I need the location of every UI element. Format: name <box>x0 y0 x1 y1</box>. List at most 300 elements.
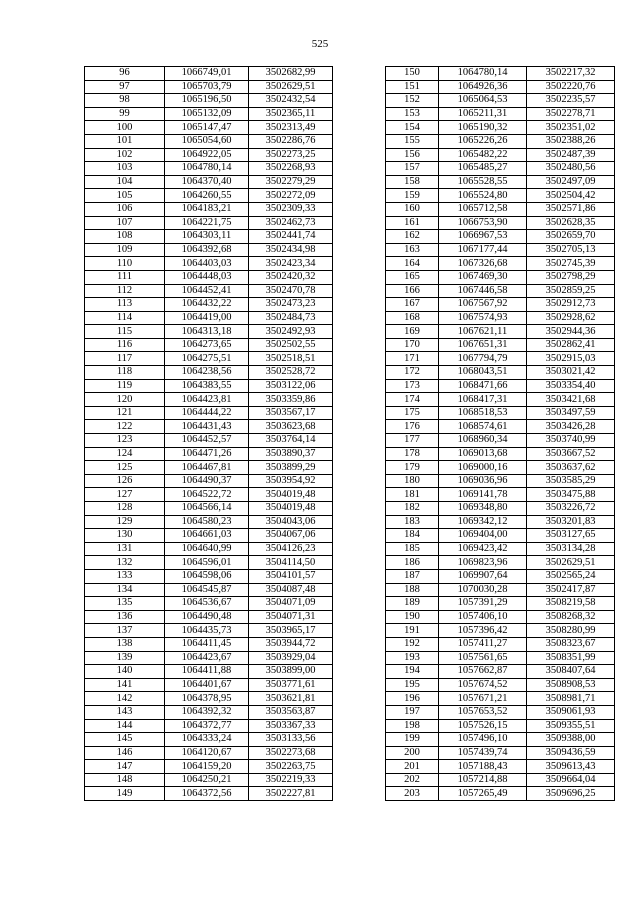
point-number-cell: 177 <box>386 434 439 448</box>
x-coordinate-cell: 1064448,03 <box>165 270 249 284</box>
table-row <box>85 515 333 529</box>
point-number-cell: 182 <box>386 502 439 516</box>
y-coordinate-cell: 3502629,51 <box>249 80 333 94</box>
x-coordinate-cell: 1064452,41 <box>165 284 249 298</box>
table-row <box>85 773 333 787</box>
table-row <box>386 148 615 162</box>
y-coordinate-cell: 3503021,42 <box>527 366 615 380</box>
y-coordinate-cell: 3502492,93 <box>249 325 333 339</box>
table-row <box>386 202 615 216</box>
table-row <box>85 610 333 624</box>
table-row <box>386 107 615 121</box>
table-row <box>85 311 333 325</box>
point-number-cell: 193 <box>386 651 439 665</box>
x-coordinate-cell: 1057411,27 <box>439 637 527 651</box>
table-row <box>386 379 615 393</box>
table-row <box>85 529 333 543</box>
x-coordinate-cell: 1064403,03 <box>165 257 249 271</box>
table-row <box>386 583 615 597</box>
y-coordinate-cell: 3504087,48 <box>249 583 333 597</box>
table-row <box>85 366 333 380</box>
y-coordinate-cell: 3502286,76 <box>249 134 333 148</box>
table-row <box>386 597 615 611</box>
table-row <box>386 447 615 461</box>
point-number-cell: 203 <box>386 787 439 801</box>
point-number-cell: 199 <box>386 733 439 747</box>
table-row <box>386 488 615 502</box>
point-number-cell: 132 <box>85 556 165 570</box>
point-number-cell: 159 <box>386 189 439 203</box>
x-coordinate-cell: 1064661,03 <box>165 529 249 543</box>
point-number-cell: 165 <box>386 270 439 284</box>
point-number-cell: 115 <box>85 325 165 339</box>
point-number-cell: 151 <box>386 80 439 94</box>
y-coordinate-cell: 3503421,68 <box>527 393 615 407</box>
point-number-cell: 189 <box>386 597 439 611</box>
y-coordinate-cell: 3502484,73 <box>249 311 333 325</box>
point-number-cell: 181 <box>386 488 439 502</box>
x-coordinate-cell: 1064370,40 <box>165 175 249 189</box>
table-row <box>386 542 615 556</box>
table-row <box>85 284 333 298</box>
x-coordinate-cell: 1064120,67 <box>165 746 249 760</box>
y-coordinate-cell: 3502504,42 <box>527 189 615 203</box>
table-row <box>386 121 615 135</box>
x-coordinate-cell: 1057674,52 <box>439 678 527 692</box>
y-coordinate-cell: 3503899,29 <box>249 461 333 475</box>
y-coordinate-cell: 3502944,36 <box>527 325 615 339</box>
point-number-cell: 122 <box>85 420 165 434</box>
x-coordinate-cell: 1057653,52 <box>439 705 527 719</box>
coordinates-table-left <box>84 66 333 801</box>
x-coordinate-cell: 1064432,22 <box>165 298 249 312</box>
x-coordinate-cell: 1064313,18 <box>165 325 249 339</box>
point-number-cell: 168 <box>386 311 439 325</box>
table-row <box>85 556 333 570</box>
x-coordinate-cell: 1057214,88 <box>439 773 527 787</box>
y-coordinate-cell: 3502432,54 <box>249 94 333 108</box>
table-row <box>85 406 333 420</box>
point-number-cell: 152 <box>386 94 439 108</box>
point-number-cell: 179 <box>386 461 439 475</box>
point-number-cell: 162 <box>386 230 439 244</box>
y-coordinate-cell: 3503133,56 <box>249 733 333 747</box>
y-coordinate-cell: 3502502,55 <box>249 338 333 352</box>
x-coordinate-cell: 1064303,11 <box>165 230 249 244</box>
y-coordinate-cell: 3508351,99 <box>527 651 615 665</box>
table-row <box>386 556 615 570</box>
y-coordinate-cell: 3503127,65 <box>527 529 615 543</box>
coordinates-table-right <box>385 66 615 801</box>
x-coordinate-cell: 1067326,68 <box>439 257 527 271</box>
point-number-cell: 173 <box>386 379 439 393</box>
table-row <box>85 583 333 597</box>
y-coordinate-cell: 3502279,29 <box>249 175 333 189</box>
x-coordinate-cell: 1064490,48 <box>165 610 249 624</box>
x-coordinate-cell: 1065712,58 <box>439 202 527 216</box>
y-coordinate-cell: 3504019,48 <box>249 502 333 516</box>
table-row <box>386 80 615 94</box>
x-coordinate-cell: 1064536,67 <box>165 597 249 611</box>
y-coordinate-cell: 3502217,32 <box>527 67 615 81</box>
y-coordinate-cell: 3502420,32 <box>249 270 333 284</box>
y-coordinate-cell: 3508407,64 <box>527 665 615 679</box>
y-coordinate-cell: 3502628,35 <box>527 216 615 230</box>
point-number-cell: 191 <box>386 624 439 638</box>
y-coordinate-cell: 3503585,29 <box>527 474 615 488</box>
y-coordinate-cell: 3502235,57 <box>527 94 615 108</box>
point-number-cell: 149 <box>85 787 165 801</box>
x-coordinate-cell: 1064419,00 <box>165 311 249 325</box>
x-coordinate-cell: 1057406,10 <box>439 610 527 624</box>
table-row <box>386 651 615 665</box>
point-number-cell: 136 <box>85 610 165 624</box>
point-number-cell: 112 <box>85 284 165 298</box>
x-coordinate-cell: 1064452,57 <box>165 434 249 448</box>
point-number-cell: 169 <box>386 325 439 339</box>
table-row <box>386 665 615 679</box>
point-number-cell: 147 <box>85 760 165 774</box>
x-coordinate-cell: 1064372,77 <box>165 719 249 733</box>
point-number-cell: 175 <box>386 406 439 420</box>
x-coordinate-cell: 1068471,66 <box>439 379 527 393</box>
point-number-cell: 123 <box>85 434 165 448</box>
point-number-cell: 145 <box>85 733 165 747</box>
table-row <box>85 379 333 393</box>
y-coordinate-cell: 3502659,70 <box>527 230 615 244</box>
table-row <box>386 502 615 516</box>
point-number-cell: 176 <box>386 420 439 434</box>
y-coordinate-cell: 3503740,99 <box>527 434 615 448</box>
y-coordinate-cell: 3502629,51 <box>527 556 615 570</box>
point-number-cell: 198 <box>386 719 439 733</box>
point-number-cell: 155 <box>386 134 439 148</box>
x-coordinate-cell: 1064596,01 <box>165 556 249 570</box>
table-row <box>386 705 615 719</box>
point-number-cell: 186 <box>386 556 439 570</box>
x-coordinate-cell: 1065226,26 <box>439 134 527 148</box>
x-coordinate-cell: 1069823,96 <box>439 556 527 570</box>
x-coordinate-cell: 1064922,05 <box>165 148 249 162</box>
x-coordinate-cell: 1069000,16 <box>439 461 527 475</box>
table-row <box>85 746 333 760</box>
y-coordinate-cell: 3503475,88 <box>527 488 615 502</box>
table-row <box>85 325 333 339</box>
x-coordinate-cell: 1064183,21 <box>165 202 249 216</box>
x-coordinate-cell: 1064640,99 <box>165 542 249 556</box>
point-number-cell: 128 <box>85 502 165 516</box>
table-row <box>85 67 333 81</box>
x-coordinate-cell: 1064780,14 <box>439 67 527 81</box>
table-row <box>85 624 333 638</box>
y-coordinate-cell: 3503201,83 <box>527 515 615 529</box>
x-coordinate-cell: 1067651,31 <box>439 338 527 352</box>
y-coordinate-cell: 3503667,52 <box>527 447 615 461</box>
y-coordinate-cell: 3503122,06 <box>249 379 333 393</box>
y-coordinate-cell: 3504043,06 <box>249 515 333 529</box>
table-row <box>386 298 615 312</box>
x-coordinate-cell: 1064566,14 <box>165 502 249 516</box>
y-coordinate-cell: 3502859,25 <box>527 284 615 298</box>
point-number-cell: 187 <box>386 569 439 583</box>
x-coordinate-cell: 1064411,45 <box>165 637 249 651</box>
x-coordinate-cell: 1068518,53 <box>439 406 527 420</box>
y-coordinate-cell: 3503134,28 <box>527 542 615 556</box>
x-coordinate-cell: 1057496,10 <box>439 733 527 747</box>
table-row <box>386 406 615 420</box>
y-coordinate-cell: 3503497,59 <box>527 406 615 420</box>
table-row <box>85 461 333 475</box>
x-coordinate-cell: 1064926,36 <box>439 80 527 94</box>
y-coordinate-cell: 3503623,68 <box>249 420 333 434</box>
x-coordinate-cell: 1067794,79 <box>439 352 527 366</box>
x-coordinate-cell: 1057526,15 <box>439 719 527 733</box>
y-coordinate-cell: 3504067,06 <box>249 529 333 543</box>
x-coordinate-cell: 1069423,42 <box>439 542 527 556</box>
point-number-cell: 157 <box>386 162 439 176</box>
x-coordinate-cell: 1067567,92 <box>439 298 527 312</box>
point-number-cell: 127 <box>85 488 165 502</box>
y-coordinate-cell: 3502313,49 <box>249 121 333 135</box>
table-row <box>85 80 333 94</box>
point-number-cell: 167 <box>386 298 439 312</box>
y-coordinate-cell: 3502388,26 <box>527 134 615 148</box>
y-coordinate-cell: 3502798,29 <box>527 270 615 284</box>
x-coordinate-cell: 1064392,68 <box>165 243 249 257</box>
point-number-cell: 192 <box>386 637 439 651</box>
x-coordinate-cell: 1064333,24 <box>165 733 249 747</box>
y-coordinate-cell: 3508280,99 <box>527 624 615 638</box>
y-coordinate-cell: 3502571,86 <box>527 202 615 216</box>
x-coordinate-cell: 1064273,65 <box>165 338 249 352</box>
point-number-cell: 105 <box>85 189 165 203</box>
y-coordinate-cell: 3502682,99 <box>249 67 333 81</box>
point-number-cell: 116 <box>85 338 165 352</box>
y-coordinate-cell: 3502441,74 <box>249 230 333 244</box>
point-number-cell: 121 <box>85 406 165 420</box>
table-row <box>386 719 615 733</box>
x-coordinate-cell: 1057265,49 <box>439 787 527 801</box>
table-row <box>85 705 333 719</box>
point-number-cell: 183 <box>386 515 439 529</box>
y-coordinate-cell: 3502309,33 <box>249 202 333 216</box>
point-number-cell: 190 <box>386 610 439 624</box>
y-coordinate-cell: 3502417,87 <box>527 583 615 597</box>
table-row <box>85 175 333 189</box>
x-coordinate-cell: 1069404,00 <box>439 529 527 543</box>
point-number-cell: 103 <box>85 162 165 176</box>
point-number-cell: 111 <box>85 270 165 284</box>
x-coordinate-cell: 1065196,50 <box>165 94 249 108</box>
point-number-cell: 144 <box>85 719 165 733</box>
y-coordinate-cell: 3502462,73 <box>249 216 333 230</box>
table-row <box>85 107 333 121</box>
point-number-cell: 142 <box>85 692 165 706</box>
y-coordinate-cell: 3509061,93 <box>527 705 615 719</box>
table-row <box>386 134 615 148</box>
x-coordinate-cell: 1057662,87 <box>439 665 527 679</box>
table-row <box>85 447 333 461</box>
point-number-cell: 113 <box>85 298 165 312</box>
x-coordinate-cell: 1067446,58 <box>439 284 527 298</box>
point-number-cell: 170 <box>386 338 439 352</box>
point-number-cell: 164 <box>386 257 439 271</box>
point-number-cell: 156 <box>386 148 439 162</box>
table-row <box>386 610 615 624</box>
point-number-cell: 150 <box>386 67 439 81</box>
table-row <box>386 637 615 651</box>
y-coordinate-cell: 3502470,78 <box>249 284 333 298</box>
x-coordinate-cell: 1064383,55 <box>165 379 249 393</box>
point-number-cell: 180 <box>386 474 439 488</box>
table-row <box>85 202 333 216</box>
table-row <box>386 338 615 352</box>
table-row <box>386 216 615 230</box>
x-coordinate-cell: 1069348,80 <box>439 502 527 516</box>
y-coordinate-cell: 3502862,41 <box>527 338 615 352</box>
y-coordinate-cell: 3503354,40 <box>527 379 615 393</box>
x-coordinate-cell: 1068960,34 <box>439 434 527 448</box>
x-coordinate-cell: 1064401,67 <box>165 678 249 692</box>
table-row <box>386 270 615 284</box>
point-number-cell: 201 <box>386 760 439 774</box>
y-coordinate-cell: 3509664,04 <box>527 773 615 787</box>
y-coordinate-cell: 3502351,02 <box>527 121 615 135</box>
x-coordinate-cell: 1064423,67 <box>165 651 249 665</box>
table-row <box>386 162 615 176</box>
y-coordinate-cell: 3503621,81 <box>249 692 333 706</box>
y-coordinate-cell: 3502278,71 <box>527 107 615 121</box>
point-number-cell: 96 <box>85 67 165 81</box>
y-coordinate-cell: 3504071,09 <box>249 597 333 611</box>
x-coordinate-cell: 1068043,51 <box>439 366 527 380</box>
page-number: 525 <box>311 38 329 50</box>
x-coordinate-cell: 1064490,37 <box>165 474 249 488</box>
x-coordinate-cell: 1069036,96 <box>439 474 527 488</box>
y-coordinate-cell: 3508268,32 <box>527 610 615 624</box>
table-row <box>85 597 333 611</box>
y-coordinate-cell: 3502745,39 <box>527 257 615 271</box>
point-number-cell: 139 <box>85 651 165 665</box>
y-coordinate-cell: 3502263,75 <box>249 760 333 774</box>
table-row <box>386 733 615 747</box>
x-coordinate-cell: 1065703,79 <box>165 80 249 94</box>
table-row <box>386 434 615 448</box>
x-coordinate-cell: 1064435,73 <box>165 624 249 638</box>
x-coordinate-cell: 1057396,42 <box>439 624 527 638</box>
point-number-cell: 143 <box>85 705 165 719</box>
point-number-cell: 148 <box>85 773 165 787</box>
table-row <box>85 733 333 747</box>
y-coordinate-cell: 3508981,71 <box>527 692 615 706</box>
y-coordinate-cell: 3503367,33 <box>249 719 333 733</box>
table-row <box>386 787 615 801</box>
table-row <box>85 420 333 434</box>
y-coordinate-cell: 3502423,34 <box>249 257 333 271</box>
table-row <box>85 121 333 135</box>
y-coordinate-cell: 3509613,43 <box>527 760 615 774</box>
x-coordinate-cell: 1064444,22 <box>165 406 249 420</box>
table-row <box>386 760 615 774</box>
y-coordinate-cell: 3503965,17 <box>249 624 333 638</box>
x-coordinate-cell: 1065528,55 <box>439 175 527 189</box>
y-coordinate-cell: 3503899,00 <box>249 665 333 679</box>
y-coordinate-cell: 3502473,23 <box>249 298 333 312</box>
table-row <box>85 502 333 516</box>
x-coordinate-cell: 1064431,43 <box>165 420 249 434</box>
table-row <box>85 230 333 244</box>
x-coordinate-cell: 1067177,44 <box>439 243 527 257</box>
x-coordinate-cell: 1068417,31 <box>439 393 527 407</box>
y-coordinate-cell: 3508908,53 <box>527 678 615 692</box>
point-number-cell: 140 <box>85 665 165 679</box>
x-coordinate-cell: 1069907,64 <box>439 569 527 583</box>
table-row <box>85 298 333 312</box>
x-coordinate-cell: 1066967,53 <box>439 230 527 244</box>
table-row <box>386 366 615 380</box>
table-row <box>386 284 615 298</box>
x-coordinate-cell: 1057391,29 <box>439 597 527 611</box>
table-row <box>85 243 333 257</box>
x-coordinate-cell: 1064780,14 <box>165 162 249 176</box>
point-number-cell: 146 <box>85 746 165 760</box>
y-coordinate-cell: 3502272,09 <box>249 189 333 203</box>
y-coordinate-cell: 3503426,28 <box>527 420 615 434</box>
table-row <box>85 760 333 774</box>
table-row <box>85 787 333 801</box>
x-coordinate-cell: 1065482,22 <box>439 148 527 162</box>
x-coordinate-cell: 1057439,74 <box>439 746 527 760</box>
x-coordinate-cell: 1065147,47 <box>165 121 249 135</box>
y-coordinate-cell: 3503944,72 <box>249 637 333 651</box>
table-row <box>85 148 333 162</box>
point-number-cell: 195 <box>386 678 439 692</box>
x-coordinate-cell: 1064598,06 <box>165 569 249 583</box>
table-row <box>85 678 333 692</box>
table-row <box>85 651 333 665</box>
point-number-cell: 158 <box>386 175 439 189</box>
x-coordinate-cell: 1070030,28 <box>439 583 527 597</box>
x-coordinate-cell: 1065064,53 <box>439 94 527 108</box>
table-row <box>386 773 615 787</box>
table-row <box>386 474 615 488</box>
y-coordinate-cell: 3504019,48 <box>249 488 333 502</box>
x-coordinate-cell: 1064471,26 <box>165 447 249 461</box>
y-coordinate-cell: 3503226,72 <box>527 502 615 516</box>
point-number-cell: 106 <box>85 202 165 216</box>
x-coordinate-cell: 1065190,32 <box>439 121 527 135</box>
x-coordinate-cell: 1064372,56 <box>165 787 249 801</box>
x-coordinate-cell: 1064411,88 <box>165 665 249 679</box>
point-number-cell: 129 <box>85 515 165 529</box>
table-row <box>386 515 615 529</box>
y-coordinate-cell: 3503567,17 <box>249 406 333 420</box>
table-row <box>386 420 615 434</box>
point-number-cell: 137 <box>85 624 165 638</box>
y-coordinate-cell: 3502928,62 <box>527 311 615 325</box>
y-coordinate-cell: 3504101,57 <box>249 569 333 583</box>
x-coordinate-cell: 1064159,20 <box>165 760 249 774</box>
point-number-cell: 153 <box>386 107 439 121</box>
y-coordinate-cell: 3503771,61 <box>249 678 333 692</box>
y-coordinate-cell: 3504114,50 <box>249 556 333 570</box>
y-coordinate-cell: 3502705,13 <box>527 243 615 257</box>
y-coordinate-cell: 3503764,14 <box>249 434 333 448</box>
table-row <box>85 665 333 679</box>
y-coordinate-cell: 3502219,33 <box>249 773 333 787</box>
point-number-cell: 188 <box>386 583 439 597</box>
x-coordinate-cell: 1067574,93 <box>439 311 527 325</box>
